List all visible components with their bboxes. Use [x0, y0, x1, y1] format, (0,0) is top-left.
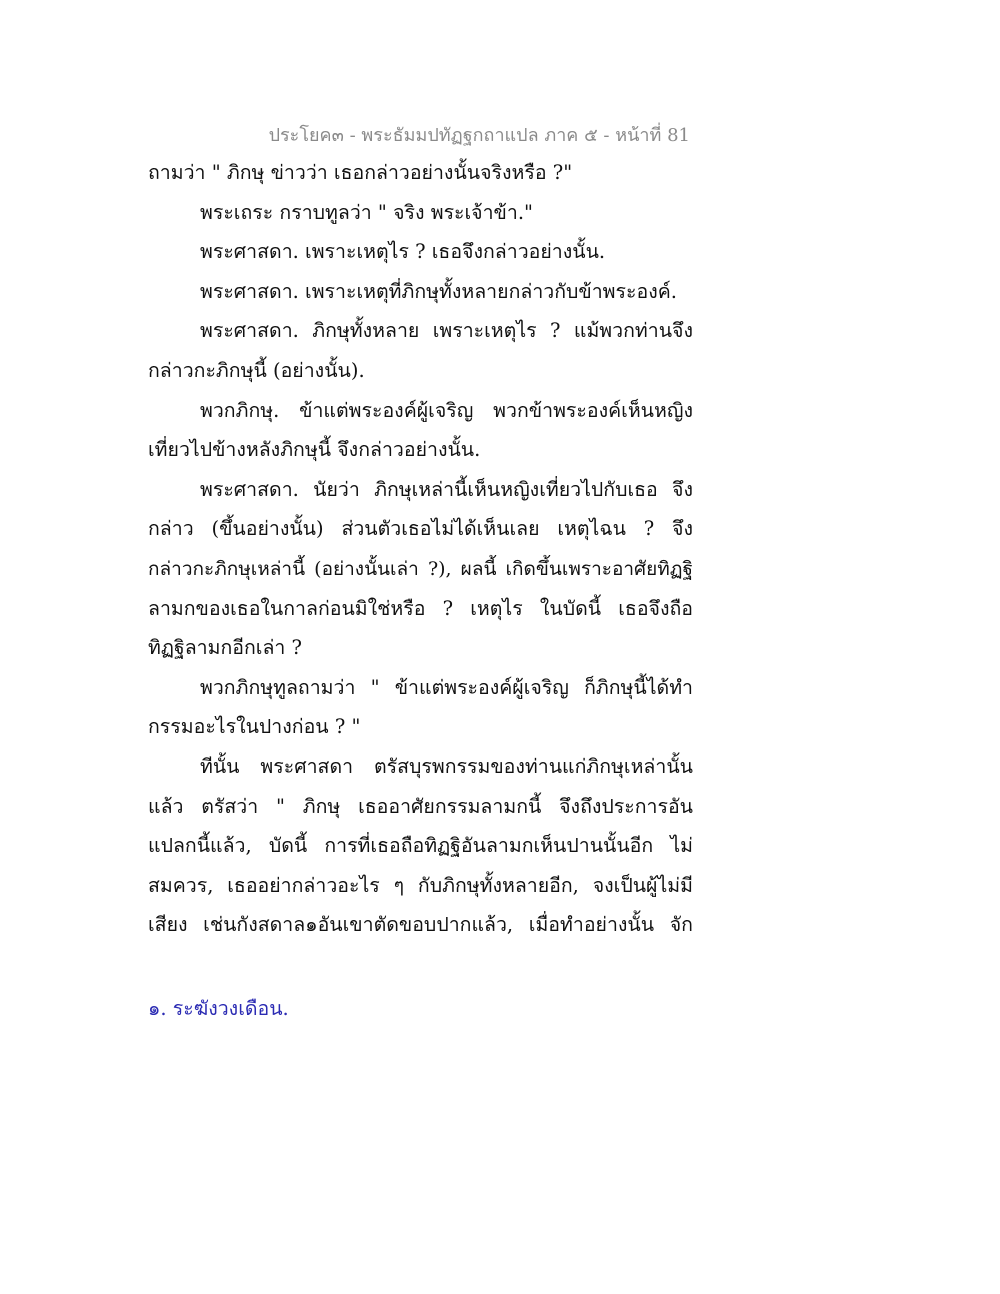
footnote: ๑. ระฆังวงเดือน. — [148, 997, 289, 1020]
text-line-content: พระศาสดา. เพราะเหตุไร ? เธอจึงกล่าวอย่างนั้น. — [200, 240, 606, 264]
text-line-content: กล่าวกะภิกษุนี้ (อย่างนั้น). — [148, 358, 365, 382]
text-line — [148, 315, 693, 355]
text-line — [148, 197, 693, 237]
text-line — [148, 830, 693, 870]
text-line-content: ทีนั้น พระศาสดา ตรัสบุรพกรรมของท่านแก่ภิกษุเหล่านั้น — [200, 754, 693, 778]
text-line-content: กรรมอะไรในปางก่อน ? " — [148, 715, 361, 739]
text-line — [148, 593, 693, 633]
text-line-content: พระศาสดา. เพราะเหตุที่ภิกษุทั้งหลายกล่าวกับข้าพระองค์. — [200, 279, 677, 303]
text-line-content: กล่าว (ขึ้นอย่างนั้น) ส่วนตัวเธอไม่ได้เห็นเลย เหตุไฉน ? จึง — [148, 517, 693, 541]
text-line — [148, 711, 693, 751]
text-line — [148, 672, 693, 712]
text-line — [148, 553, 693, 593]
text-line — [148, 513, 693, 553]
text-line — [148, 236, 693, 276]
text-line-content: พวกภิกษุ. ข้าแต่พระองค์ผู้เจริญ พวกข้าพระองค์เห็นหญิง — [200, 398, 693, 422]
text-line — [148, 474, 693, 514]
text-line-content: กล่าวกะภิกษุเหล่านี้ (อย่างนั้นเล่า ?), ผลนี้ เกิดขึ้นเพราะอาศัยทิฏฐิ — [148, 557, 693, 580]
text-line-content: พวกภิกษุทูลถามว่า " ข้าแต่พระองค์ผู้เจริญ ก็ภิกษุนี้ได้ทำ — [200, 675, 693, 699]
text-line — [148, 791, 693, 831]
text-line-content: พระเถระ กราบทูลว่า " จริง พระเจ้าข้า." — [200, 200, 534, 224]
text-line — [148, 157, 693, 197]
text-line-content: ถามว่า " ภิกษุ ข่าวว่า เธอกล่าวอย่างนั้นจริงหรือ ?" — [148, 161, 573, 184]
text-line-content: ทิฏฐิลามกอีกเล่า ? — [148, 636, 303, 660]
text-line-content: เสียง เช่นกังสดาล๑อันเขาตัดขอบปากแล้ว, เมื่อทำอย่างนั้น จัก — [148, 913, 693, 937]
text-line — [148, 632, 693, 672]
text-line-content: สมควร, เธออย่ากล่าวอะไร ๆ กับภิกษุทั้งหลายอีก, จงเป็นผู้ไม่มี — [148, 873, 693, 897]
text-line — [148, 870, 693, 910]
text-line-content: เที่ยวไปข้างหลังภิกษุนี้ จึงกล่าวอย่างนั้น. — [148, 438, 481, 462]
text-line-content: แล้ว ตรัสว่า " ภิกษุ เธออาศัยกรรมลามกนี้ จึงถึงประการอัน — [148, 794, 693, 818]
text-line — [148, 434, 693, 474]
text-line-content: พระศาสดา. ภิกษุทั้งหลาย เพราะเหตุไร ? แม้พวกท่านจึง — [200, 319, 693, 343]
running-header: ประโยค๓ - พระธัมมปทัฏฐกถาแปล ภาค ๕ - หน้าที่ 81 — [268, 125, 690, 146]
text-line — [148, 355, 693, 395]
text-line-content: พระศาสดา. นัยว่า ภิกษุเหล่านี้เห็นหญิงเที่ยวไปกับเธอ จึง — [200, 477, 693, 501]
text-line — [148, 909, 693, 949]
text-line — [148, 395, 693, 435]
text-line — [148, 751, 693, 791]
text-line — [148, 276, 693, 316]
text-line-content: แปลกนี้แล้ว, บัดนี้ การที่เธอถือทิฏฐิอันลามกเห็นปานนั้นอีก ไม่ — [148, 834, 693, 858]
body-text — [148, 157, 693, 949]
text-line-content: ลามกของเธอในกาลก่อนมิใช่หรือ ? เหตุไร ในบัดนี้ เธอจึงถือ — [148, 596, 693, 620]
